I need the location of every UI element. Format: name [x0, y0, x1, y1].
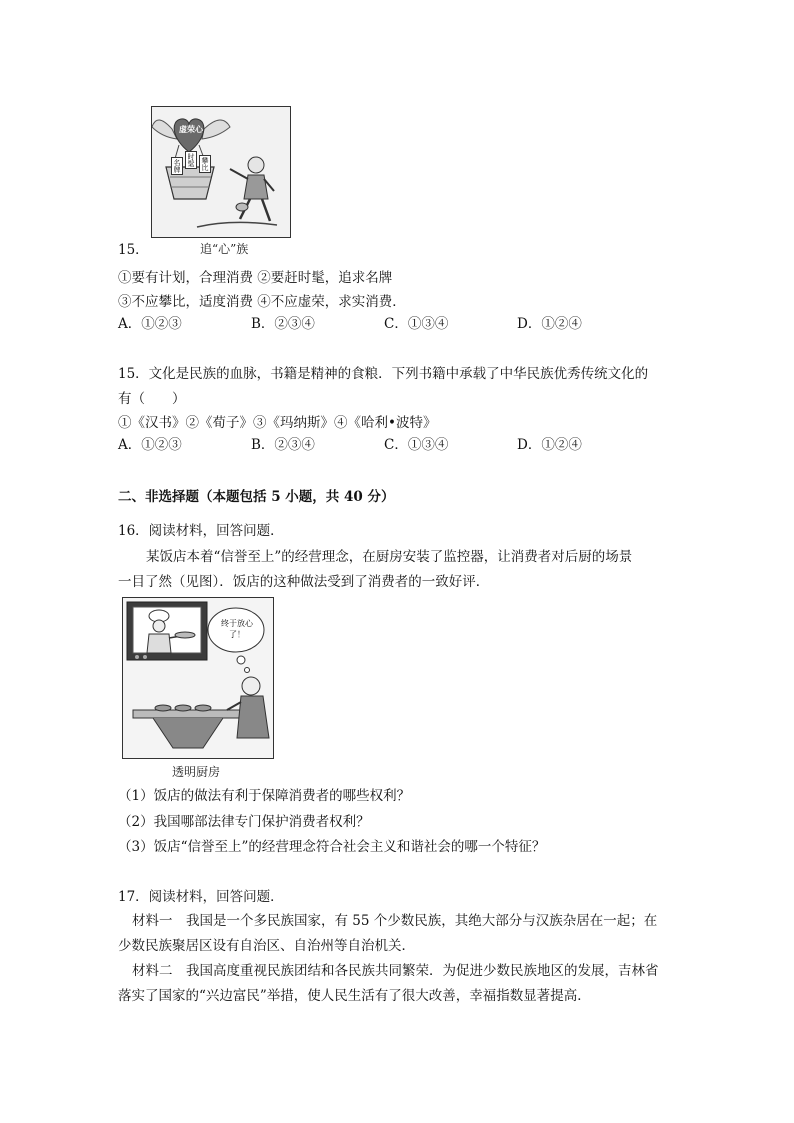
question-16-material-line-2: 一目了然（见图）．饭店的这种做法受到了消费者的一致好评．	[118, 574, 490, 590]
question-15b-option-b: B．②③④	[251, 437, 315, 453]
question-15a-option-d: D．①②④	[517, 316, 582, 332]
figure-caption-chase-heart: 追“心”族	[200, 242, 249, 256]
question-15b-stem-line-2: 有（ ）	[118, 391, 186, 407]
question-15a-statement-1: ①要有计划，合理消费 ②要赶时髦，追求名牌	[118, 270, 393, 286]
question-15a-number: 15．	[118, 242, 149, 258]
heart-label: 虚荣心	[179, 124, 203, 134]
basket-tag-2: 时髦	[187, 153, 195, 167]
section-2-title: 二、非选择题（本题包括 5 小题，共 40 分）	[118, 489, 395, 505]
question-17-material-1-line-1: 材料一 我国是一个多民族国家，有 55 个少数民族，其绝大部分与汉族杂居在一起；在	[132, 913, 658, 929]
question-17-material-2-line-1: 材料二 我国高度重视民族团结和各民族共同繁荣．为促进少数民族地区的发展，吉林省	[132, 963, 659, 979]
question-15b-items: ①《汉书》②《荀子》③《玛纳斯》④《哈利•波特》	[118, 415, 437, 431]
question-15b-stem-line-1: 15．文化是民族的血脉，书籍是精神的食粮．下列书籍中承载了中华民族优秀传统文化的	[118, 366, 649, 382]
cartoon-chase-heart	[151, 106, 291, 238]
question-15a-statement-2: ③不应攀比，适度消费 ④不应虚荣，求实消费．	[118, 294, 406, 310]
question-16-sub-1: （1）饭店的做法有利于保障消费者的哪些权利？	[118, 788, 411, 804]
question-15a-option-b: B．②③④	[251, 316, 315, 332]
question-17-material-1-line-2: 少数民族聚居区设有自治区、自治州等自治机关．	[118, 938, 415, 954]
question-16-material-line-1: 某饭店本着“信誉至上”的经营理念，在厨房安装了监控器，让消费者对后厨的场景	[146, 549, 633, 565]
question-16-sub-2: （2）我国哪部法律专门保护消费者权利？	[118, 814, 370, 830]
figure-caption-transparent-kitchen: 透明厨房	[172, 765, 221, 779]
thought-bubble-text: 终于放心了！	[221, 619, 253, 639]
question-15b-option-a: A．①②③	[118, 437, 182, 453]
question-17-stem: 17．阅读材料，回答问题．	[118, 889, 284, 905]
question-17-material-2-line-2: 落实了国家的“兴边富民”举措，使人民生活有了很大改善，幸福指数显著提高．	[118, 988, 591, 1004]
question-15b-option-d: D．①②④	[517, 437, 582, 453]
cartoon-transparent-kitchen	[122, 597, 274, 759]
question-15a-option-c: C．①③④	[384, 316, 449, 332]
question-15a-option-a: A．①②③	[118, 316, 182, 332]
question-16-sub-3: （3）饭店“信誉至上”的经营理念符合社会主义和谐社会的哪一个特征？	[118, 839, 546, 855]
basket-tag-3: 攀比	[201, 157, 209, 171]
question-16-stem: 16．阅读材料，回答问题．	[118, 523, 284, 539]
basket-tag-1: 名牌	[173, 159, 181, 173]
question-15b-option-c: C．①③④	[384, 437, 449, 453]
